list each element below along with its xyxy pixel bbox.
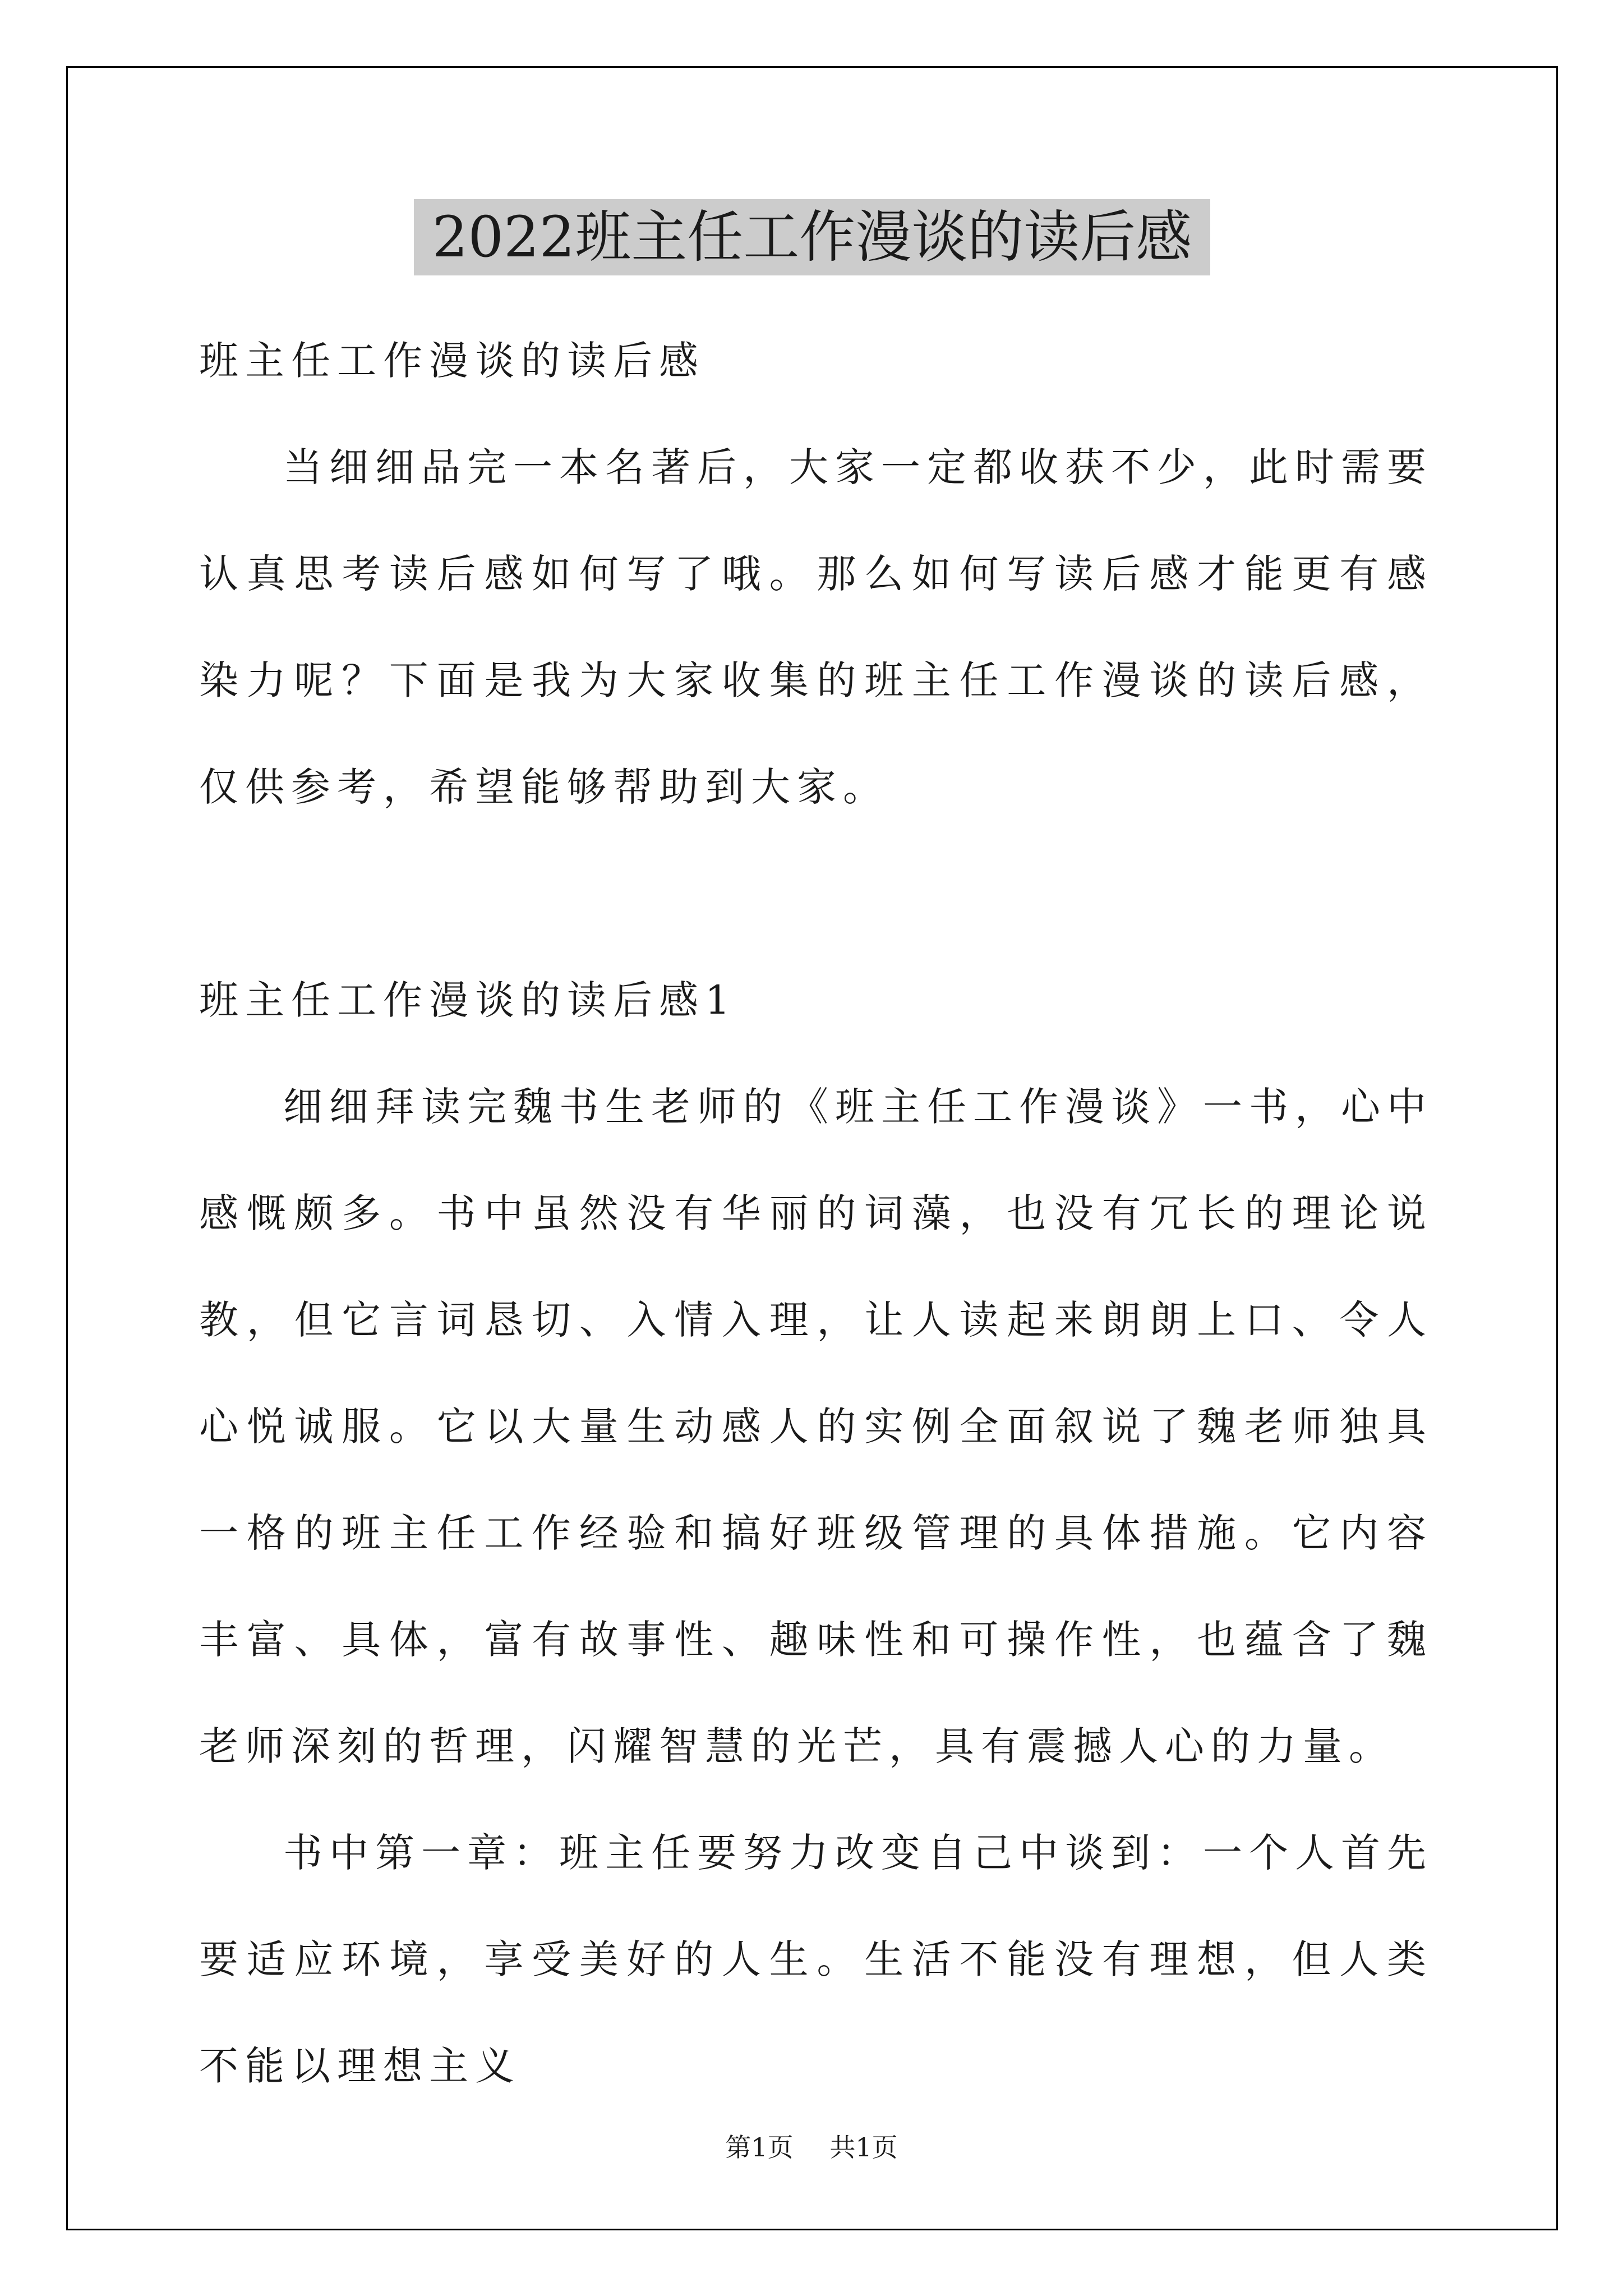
intro-paragraph: 当细细品完一本名著后，大家一定都收获不少，此时需要认真思考读后感如何写了哦。那么如何写读后感才能更有感染力呢？下面是我为大家收集的班主任工作漫谈的读后感，仅供参考，希望能够帮助到大家。 [199,444,1433,810]
body-paragraph: 书中第一章：班主任要努力改变自己中谈到：一个人首先要适应环境，享受美好的人生。生活不能没有理想，但人类不能以理想主义 [199,1830,1433,2089]
page-number-current: 第1页 [725,2132,794,2162]
section-heading: 班主任工作漫谈的读后感1 [199,977,737,1023]
document-body [199,307,1433,2119]
page-footer [0,2131,1623,2164]
document-title: 2022班主任工作漫谈的读后感 [414,199,1210,275]
body-paragraph: 细细拜读完魏书生老师的《班主任工作漫谈》一书，心中感慨颇多。书中虽然没有华丽的词藻，也没有冗长的理论说教，但它言词恳切、入情入理，让人读起来朗朗上口、令人心悦诚服。它以大量生动感人的实例全面叙说了魏老师独具一格的班主任工作经验和搞好班级管理的具体措施。它内容丰富、具体，富有故事性、趣味性和可操作性，也蕴含了魏老师深刻的哲理，闪耀智慧的光芒，具有震撼人心的力量。 [199,1084,1433,1769]
page-number-total: 共1页 [829,2132,898,2162]
document-subtitle: 班主任工作漫谈的读后感 [199,338,705,384]
